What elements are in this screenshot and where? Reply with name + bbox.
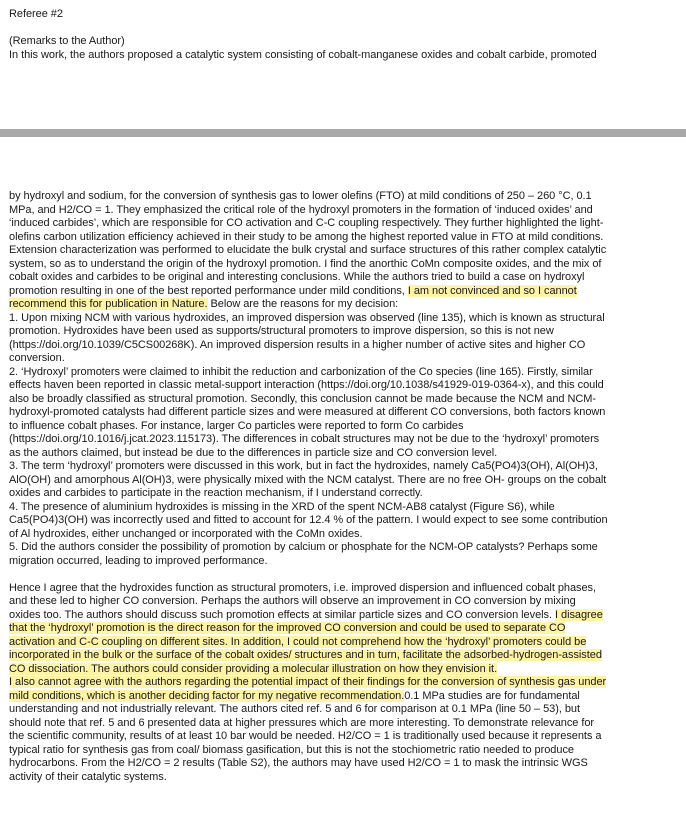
paragraph-reasons bbox=[9, 190, 677, 568]
document-header bbox=[9, 8, 679, 62]
paragraph-text: 0.1 MPa studies are for fundamental understanding and not industrially relevant. The authors cited ref. 5 and 6 for comparison at 0.1 MPa (line 50 – 53), but should note that ref. 5 and 6 presented data at higher pressures which are more interesting. To demonstrate relevance for the scientific community, results of at least 10 bar would be needed. H2/CO = 1 is traditionally used because it represents a typical ratio for synthesis gas from coal/ biomass gasification, but this is not the stochiometric ratio needed to produce hydrocarbons. From the H2/CO = 2 results (Table S2), the authors may have used H2/CO = 1 to mask the intrinsic WGS activity of their catalytic systems. bbox=[9, 689, 602, 783]
highlighted-text: I am not convinced and so I cannot recommend this for publication in Nature. bbox=[9, 284, 577, 310]
spacer bbox=[9, 568, 677, 582]
spacer bbox=[9, 22, 679, 36]
paragraph-text: Below are the reasons for my decision: 1. Upon mixing NCM with various hydroxides, an improved dispersion was observed (line 135), which is known as structural promotion. Hydroxides have been used as supports/structural promoters to improve dispersion, so this is not new (https://doi.org/10.1039/C5CS00268K). An improved dispersion results in a higher number of active sites and higher CO conversion. 2. ‘Hydroxyl’ promoters were claimed to inhibit the reduction and carbonization of the Co species (line 165). Firstly, similar effects haven been reported in classic metal-support interaction (https://doi.org/10.1038/s41929-019-0364-x), and this could also be broadly classified as structural promotion. Secondly, this conclusion cannot be made because the NCM and NCM- hydroxyl-promoted catalysts had different particle sizes and were measured at different CO conversions, both factors known to influence cobalt phases. For instance, larger Co particles were reported to form Co carbides (https://doi.org/10.1016/j.jcat.2023.115173). The differences in cobalt structures may not be due to the ‘hydroxyl’ promoters as the authors claimed, but instead be due to the differences in particle size and CO conversion level. 3. The term ‘hydroxyl’ promoters were discussed in this work, but in fact the hydroxides, namely Ca5(PO4)3(OH), Al(OH)3, AlO(OH) and amorphous Al(OH)3, were physically mixed with the NCM catalyst. There are no free OH- groups on the cobalt oxides and carbides to participate in the reaction mechanism, if I understand correctly. 4. The presence of aluminium hydroxides is missing in the XRD of the spent NCM-AB8 catalyst (Figure S6), while Ca5(PO4)3(OH) was incorrectly used and fitted to account for 12.4 % of the pattern. I would expect to see some contribution of Al hydroxides, either unchanged or incorporated with the CoMn oxides. 5. Did the authors consider the possibility of promotion by calcium or phosphate for the NCM-OP catalysts? Perhaps some migration occurred, leading to improved performance. bbox=[9, 298, 608, 567]
paragraph-conclusion bbox=[9, 582, 677, 785]
remarks-title: (Remarks to the Author) bbox=[9, 35, 125, 47]
paragraph-text: by hydroxyl and sodium, for the conversion of synthesis gas to lower olefins (FTO) at mild conditions of 250 – 260 °C, 0.1 MPa, and H2/CO = 1. They emphasized the critical role of the hydroxyl promoters in the formation of ‘induced oxides’ and ‘induced carbides’, which are responsible for CO activation and C-C coupling respectively. They further highlighted the light- olefins carbon utilization efficiency achieved in their study to be among the highest reported value in FTO at mild conditions. Extension characterization was performed to elucidate the bulk crystal and surface structures of this rather complex catalytic system, so as to understand the origin of the hydroxyl promotion. I find the anorthic CoMn composite oxides, and the mix of cobalt oxides and carbides to be original and interesting conclusions. While the authors tried to build a case on hydroxyl promotion resulting in one of the best reported performance under mild conditions, bbox=[9, 190, 607, 297]
intro-line: In this work, the authors proposed a catalytic system consisting of cobalt-manganese oxides and cobalt carbide, promoted bbox=[9, 48, 597, 61]
referee-label: Referee #2 bbox=[9, 8, 63, 20]
paragraph-text: Hence I agree that the hydroxides function as structural promoters, i.e. improved dispersion and influenced cobalt phases, and these led to higher CO conversion. Perhaps the authors will observe an improvement in CO conversion by mixing oxides too. The authors should discuss such promotion effects at similar particle sizes and CO conversion levels. bbox=[9, 581, 597, 621]
highlighted-text: I disagree that the ‘hydroxyl’ promotion is the direct reason for the improved CO conversion and could be used to separate CO activation and C-C coupling on different sites. In addition, I could not comprehend how the ‘hydroxyl’ promoters could be incorporated in the bulk or the surface of the cobalt oxides/ structures and in turn, facilitate the adsorbed-hydrogen-assisted CO dissociation. The authors could consider providing a molecular illustration on how they envision it. I also cannot agree with the authors regarding the potential impact of their findings for the conversion of synthesis gas under mild conditions, which is another deciding factor for my negative recommendation. bbox=[9, 608, 607, 702]
review-body bbox=[9, 190, 677, 784]
page-divider bbox=[0, 129, 686, 137]
